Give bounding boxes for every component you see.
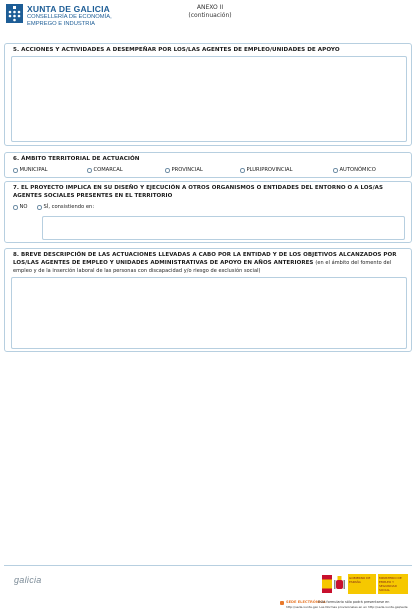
sede-line-2: http://sede.xunta.gal. Las Normas provisionales en en http://sede.xunta.gal/sede [286,605,408,609]
option-label: NO [19,204,28,210]
xunta-shield-icon [6,4,23,23]
spain-flag-icon [322,575,332,593]
footer-divider [4,565,412,566]
section-8-title-line-2 [13,259,405,267]
section-7-title-line-2: AGENTES SOCIALES PRESENTES EN EL TERRITORIO [13,193,173,199]
option-autonomico[interactable] [333,167,376,174]
territorial-options [13,167,405,175]
radio-circle[interactable] [333,168,338,173]
department-line-1: CONSELLERÍA DE ECONOMÍA, [27,14,112,20]
annex-subtitle: (continuación) [188,12,232,19]
section-5-title: 5. ACCIONES Y ACTIVIDADES A DESEMPEÑAR POR LOS/LAS AGENTES DE EMPLEO/UNIDADES DE APOYO [13,47,340,53]
option-label: SÍ, consistiendo en: [43,204,95,210]
section-8-textarea[interactable] [11,277,407,349]
galicia-logo: galicia [14,575,42,585]
section-8-title-line-1: 8. BREVE DESCRIPCIÓN DE LAS ACTUACIONES LLEVADAS A CABO POR LA ENTIDAD Y DE LOS OBJETIVOS ALCANZADOS POR [13,252,397,258]
section-5-textarea[interactable] [11,56,407,142]
section-6-title: 6. ÁMBITO TERRITORIAL DE ACTUACIÓN [13,156,140,162]
option-municipal[interactable] [13,167,48,174]
option-label: PLURIPROVINCIAL [246,167,293,173]
option-comarcal[interactable] [87,167,123,174]
option-no[interactable] [13,204,27,211]
spain-coat-of-arms-icon [334,576,345,592]
section-8-title-note-a: (en el ámbito del fomento del [315,260,392,266]
sede-icon [280,601,284,605]
option-label: PROVINCIAL [171,167,203,173]
section-8-title-main: LOS/LAS AGENTES DE EMPLEO Y UNIDADES ADMINISTRATIVAS DE APOYO EN AÑOS ANTERIORES [13,260,314,266]
section-7 [4,181,412,243]
section-8 [4,248,412,352]
ministry-name-label: MINISTERIO DE EMPLEO Y SEGURIDAD SOCIAL [379,576,402,592]
radio-circle[interactable] [37,205,42,210]
option-pluriprovincial[interactable] [240,167,292,174]
section-8-title-note-b: empleo y de la inserción laboral de las personas con discapacidad y/o riesgo de exclusión social) [13,268,261,274]
ministry-gov-panel [348,574,376,594]
radio-circle[interactable] [165,168,170,173]
annex-title: ANEXO II [196,4,224,11]
section-6 [4,152,412,178]
radio-circle[interactable] [13,205,18,210]
option-label: MUNICIPAL [19,167,48,173]
radio-circle[interactable] [240,168,245,173]
sede-label: SEDE ELECTRÓNICA [286,600,326,604]
section-7-textarea[interactable] [42,216,405,240]
radio-circle[interactable] [13,168,18,173]
option-yes[interactable] [37,204,94,211]
sede-line-1: Este formulario sólo podrá presentarse en [318,600,390,604]
ministry-name-panel [378,574,408,594]
radio-circle[interactable] [87,168,92,173]
section-7-title-line-1: 7. EL PROYECTO IMPLICA EN SU DISEÑO Y EJECUCIÓN A OTROS ORGANISMOS O ENTIDADES DEL ENTORNO O A LOS/AS [13,185,383,191]
option-label: AUTONÓMICO [339,167,376,173]
ministry-logo [322,573,408,595]
department-line-2: EMPREGO E INDUSTRIA [27,21,95,27]
option-label: COMARCAL [93,167,123,173]
section-5 [4,43,412,146]
involvement-options [13,204,405,212]
option-provincial[interactable] [165,167,203,174]
ministry-gov-label: GOBIERNO DE ESPAÑA [349,576,371,584]
xunta-logo [6,4,23,23]
org-name: XUNTA DE GALICIA [27,4,111,14]
